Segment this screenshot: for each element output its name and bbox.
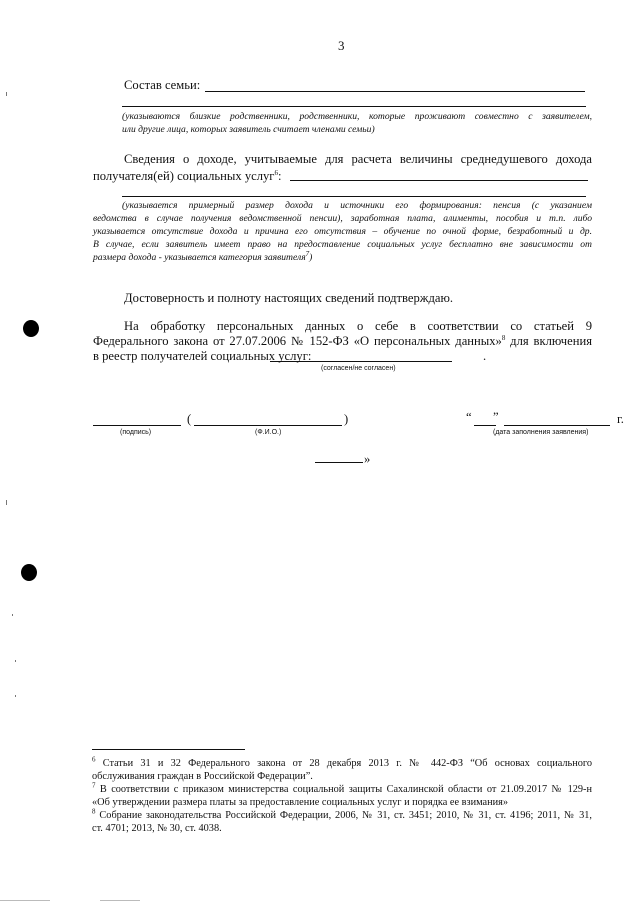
quote-close: ”: [493, 410, 499, 424]
scan-speck: [6, 92, 7, 96]
footnote-6-line-2: обслуживания граждан в Российской Федерации”.: [92, 771, 313, 782]
family-note-line-2: или другие лица, которых заявитель считает членами семьи): [122, 124, 375, 135]
page-number: 3: [338, 38, 345, 53]
income-note-line-5-text: размера дохода - указывается категория заявителя: [93, 252, 306, 263]
footnote-separator: [92, 749, 245, 750]
income-line-2: [93, 168, 281, 184]
footnote-ref-7: 7: [305, 249, 310, 258]
footnote-7-text-1: В соответствии с приказом министерства социальной защиты Сахалинской области от 21.09.2017 № 129-н: [99, 784, 592, 795]
consent-line-2-a: Федерального закона от 27.07.2006 № 152-ФЗ «О персональных данных»: [93, 334, 502, 348]
footnote-6-number: 6: [92, 755, 96, 764]
paren-open: (: [187, 412, 192, 426]
binder-hole-top: [23, 320, 39, 337]
family-input-line-2[interactable]: [122, 106, 586, 107]
income-note-line-4: В случае, если заявитель имеет право на предоставление социальных услуг бесплатно вне зависимости от: [93, 239, 592, 250]
date-month-year-line[interactable]: [504, 425, 610, 426]
stray-line: [315, 462, 363, 463]
binder-hole-bottom: [21, 564, 37, 581]
footnote-8-line-2: ст. 4701; 2013, № 30, ст. 4038.: [92, 823, 222, 834]
caption-signature: (подпись): [120, 429, 152, 436]
year-suffix: г.: [617, 412, 624, 426]
income-note-line-2: ведомства в случае получения ведомственной пенсии), заработная плата, алименты, пособия и т.п. либо: [93, 213, 592, 224]
income-input-line-2[interactable]: [122, 196, 586, 197]
income-line-1: Сведения о доходе, учитываемые для расчета величины среднедушевого дохода: [124, 152, 592, 166]
footnote-8-line-1: [92, 809, 592, 822]
caption-fio: (Ф.И.О.): [255, 429, 282, 436]
consent-input-line[interactable]: [270, 361, 452, 362]
scan-speck: [12, 614, 13, 616]
footnote-ref-8: 8: [501, 333, 506, 342]
consent-line-3: в реестр получателей социальных услуг:: [93, 349, 312, 363]
footnote-8-number: 8: [92, 807, 96, 816]
consent-caption: (согласен/не согласен): [321, 365, 396, 372]
consent-line-3-end: .: [483, 349, 487, 363]
income-input-line[interactable]: [290, 180, 588, 181]
income-line-2-text: получателя(ей) социальных услуг: [93, 169, 275, 183]
consent-line-2: [93, 333, 592, 349]
income-note-line-5: [93, 251, 312, 264]
scan-edge-line-2: [100, 900, 140, 901]
consent-line-2-b: для включения: [505, 334, 592, 348]
family-input-line[interactable]: [205, 91, 585, 92]
consent-line-1: На обработку персональных данных о себе в соответствии со статьей 9: [124, 319, 592, 333]
date-day-line[interactable]: [474, 425, 496, 426]
caption-date: (дата заполнения заявления): [493, 429, 589, 436]
income-note-line-3: указывается отсутствие дохода и причина его отсутствия – обучение по очной форме, безработный и др.: [93, 226, 592, 237]
income-note-line-1: (указывается примерный размер дохода и источники его формирования: пенсия (с указанием: [122, 200, 592, 211]
footnote-6-text-1: Статьи 31 и 32 Федерального закона от 28 декабря 2013 г. № 442-ФЗ “Об основах социального: [102, 758, 592, 769]
footnote-6-line-1: [92, 757, 592, 770]
scan-speck: [15, 695, 16, 697]
fio-line[interactable]: [194, 425, 342, 426]
family-label: Состав семьи:: [124, 78, 201, 92]
quote-open: “: [466, 410, 472, 424]
confirmation-text: Достоверность и полноту настоящих сведений подтверждаю.: [124, 291, 454, 305]
scan-speck: [15, 660, 16, 662]
footnote-7-line-2: «Об утверждении размера платы за предоставление социальных услуг и порядка ее взимания»: [92, 797, 508, 808]
paren-close: ): [344, 412, 349, 426]
footnote-ref-6: 6: [274, 168, 278, 177]
footnote-8-text-1: Собрание законодательства Российской Федерации, 2006, № 31, ст. 3451; 2010, № 31, ст. 4196; 2011, № 31,: [99, 810, 592, 821]
income-note-line-5-end: ): [309, 252, 313, 263]
income-line-2-colon: :: [277, 169, 282, 183]
footnote-7-line-1: [92, 783, 592, 796]
stray-guillemet: »: [364, 452, 371, 466]
family-note-line-1: (указываются близкие родственники, родственники, которые проживают совместно с заявителем,: [122, 111, 592, 122]
signature-line[interactable]: [93, 425, 181, 426]
footnote-7-number: 7: [92, 781, 96, 790]
scan-speck: [6, 500, 7, 505]
scan-edge-line: [0, 900, 50, 901]
